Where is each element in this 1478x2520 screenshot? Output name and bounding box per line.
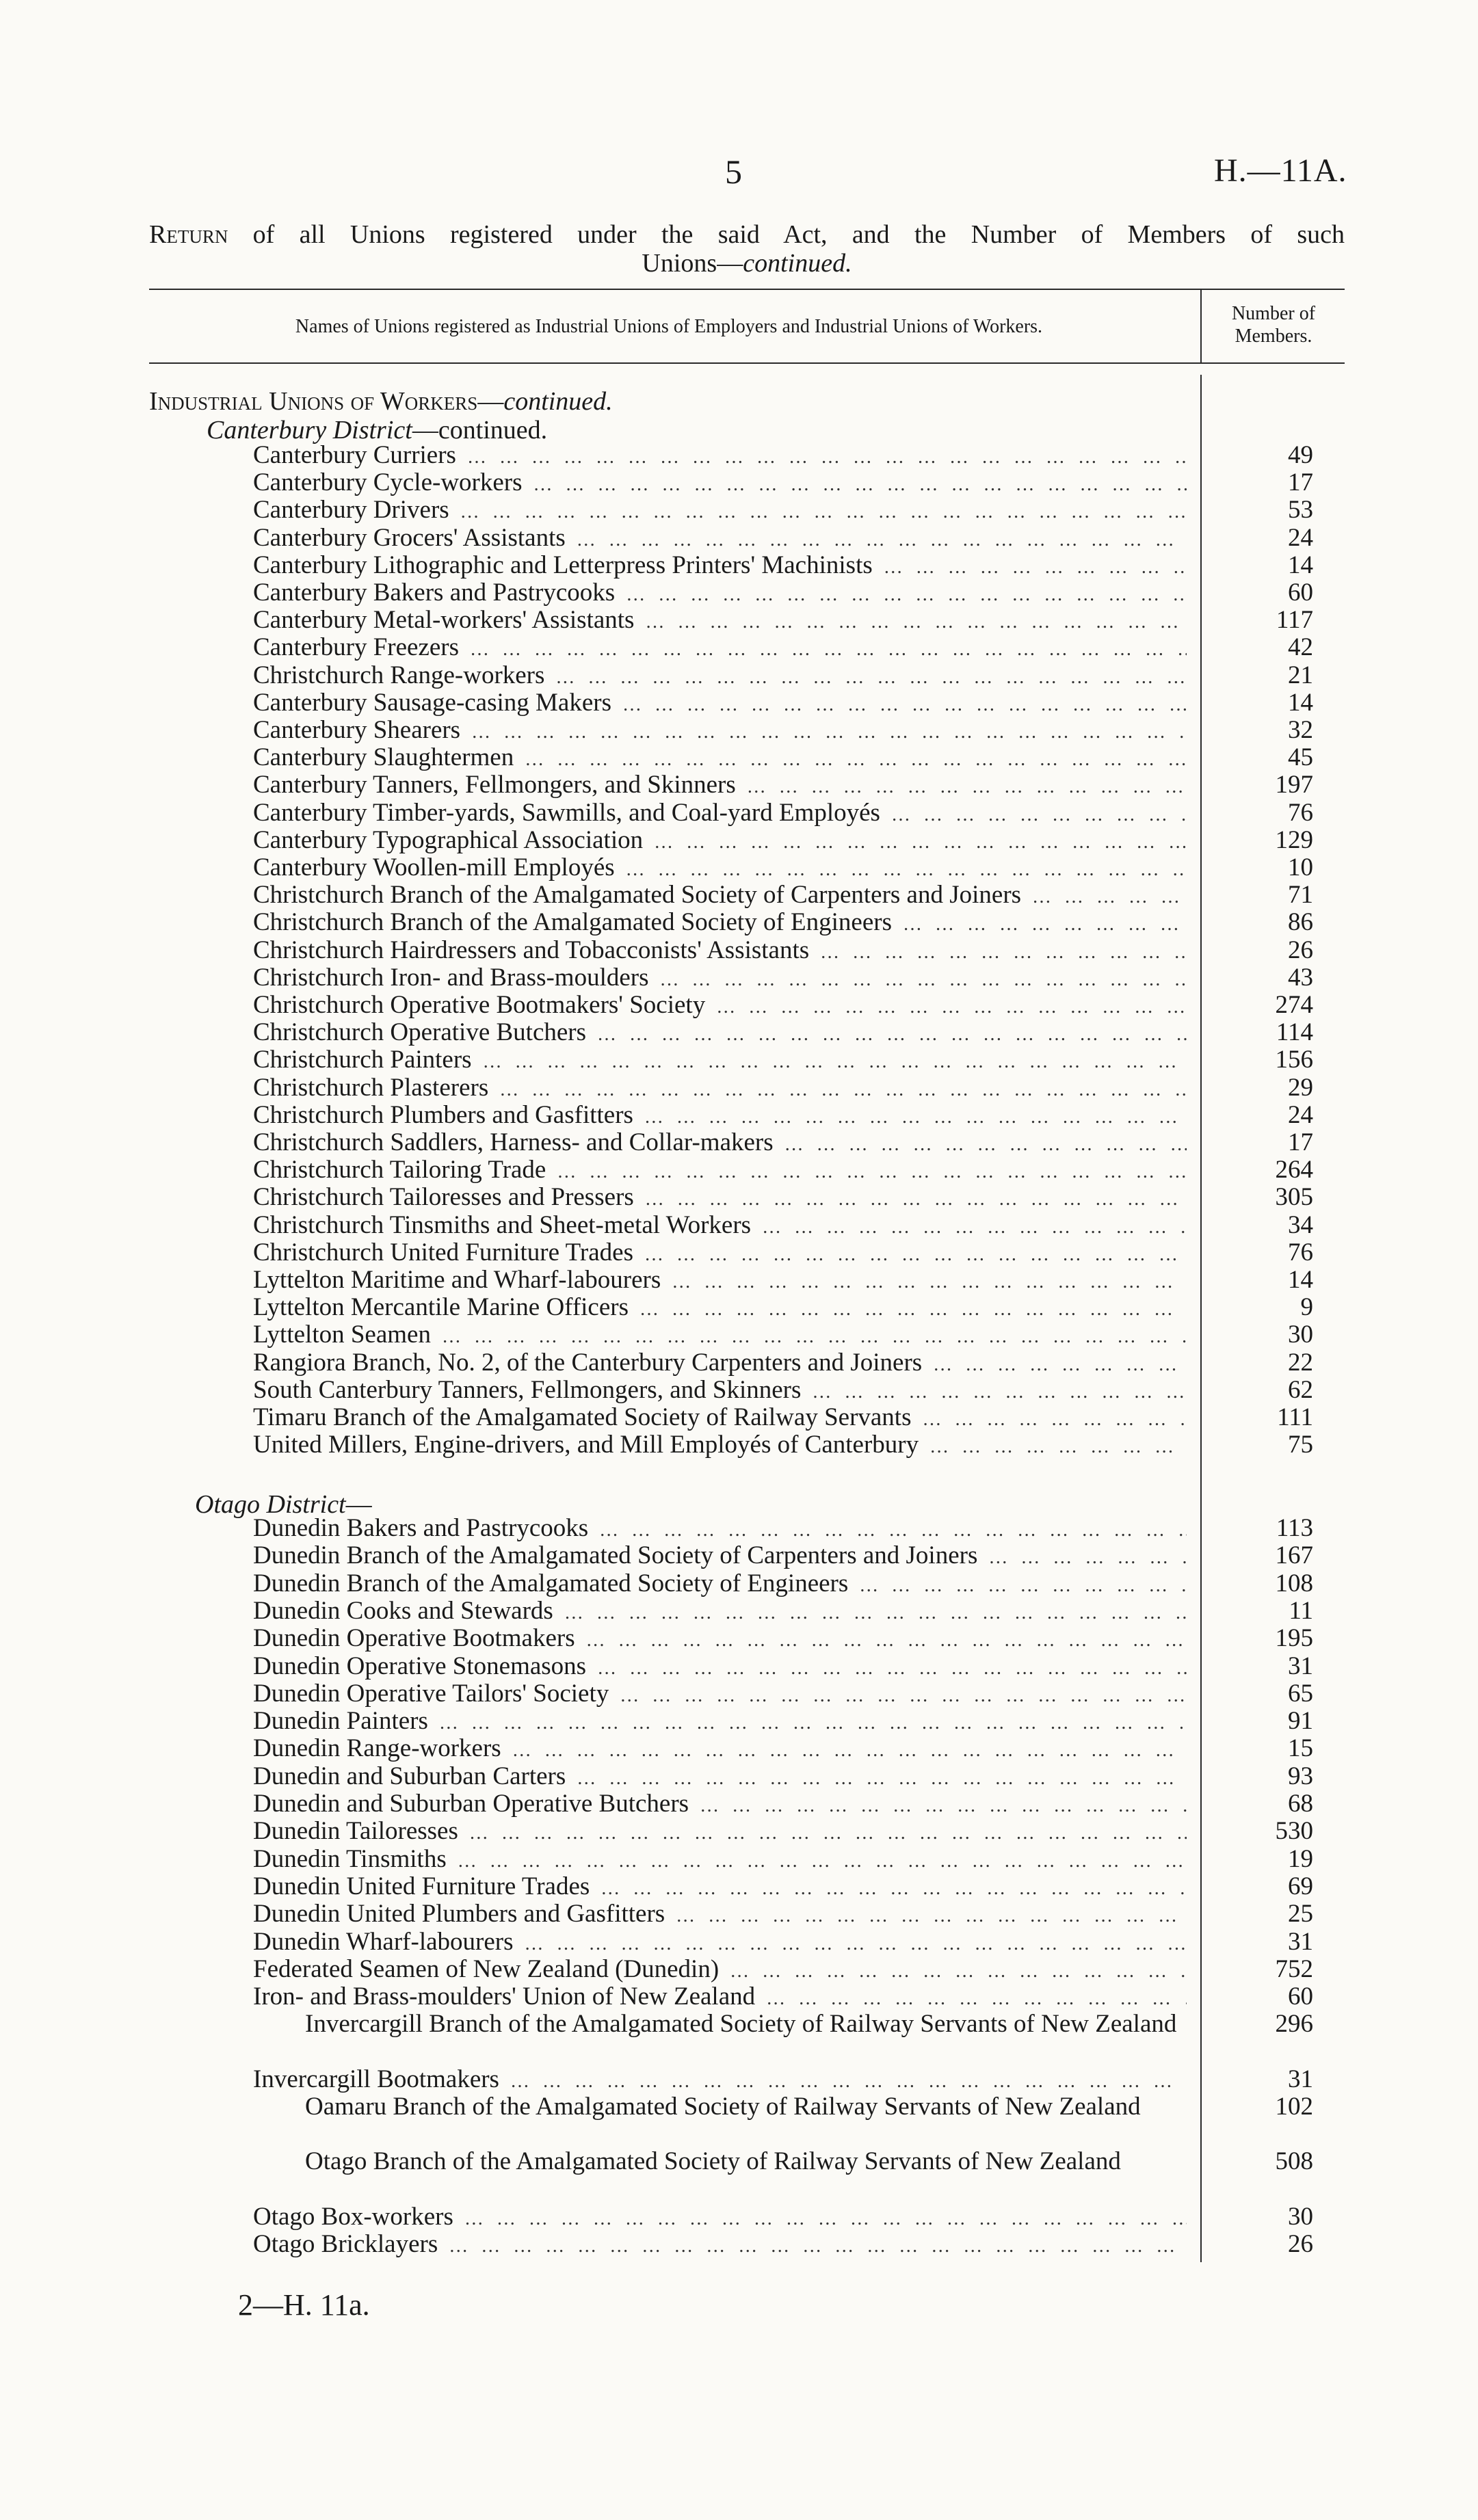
dot-leaders <box>499 2068 1187 2095</box>
dot-leaders <box>586 1655 1187 1682</box>
dot-leaders <box>586 1021 1187 1048</box>
member-count: 45 <box>1288 743 1313 772</box>
member-count: 508 <box>1275 2147 1313 2176</box>
member-count: 31 <box>1288 1927 1313 1956</box>
union-row <box>253 689 1187 719</box>
return-heading-lead: Return <box>149 220 228 249</box>
union-name: Christchurch Saddlers, Harness- and Collar-makers <box>253 1128 774 1156</box>
dot-leaders <box>472 1048 1187 1076</box>
union-row <box>253 552 1187 581</box>
dot-leaders <box>575 1627 1187 1654</box>
union-name: Christchurch Hairdressers and Tobacconists' Assistants <box>253 936 810 964</box>
dot-leaders <box>566 527 1187 554</box>
union-name: Canterbury Slaughtermen <box>253 743 514 772</box>
section-title-continued: continued. <box>503 387 613 416</box>
union-name: Dunedin United Plumbers and Gasfitters <box>253 1900 665 1928</box>
member-count: 75 <box>1288 1431 1313 1459</box>
union-name: South Canterbury Tanners, Fellmongers, and Skinners <box>253 1375 802 1404</box>
union-name: Dunedin Branch of the Amalgamated Society of Engineers <box>253 1569 849 1597</box>
union-row <box>253 1597 1187 1627</box>
member-count: 167 <box>1275 1541 1313 1570</box>
member-count: 9 <box>1300 1293 1313 1322</box>
member-count: 68 <box>1288 1790 1313 1818</box>
union-row <box>253 1129 1187 1158</box>
member-count: 102 <box>1275 2093 1313 2121</box>
union-row <box>253 1873 1187 1902</box>
union-row <box>253 799 1187 829</box>
union-name: Canterbury Woollen-mill Employés <box>253 853 615 881</box>
union-row <box>253 854 1187 884</box>
member-count: 10 <box>1288 853 1313 881</box>
member-count: 197 <box>1275 771 1313 799</box>
member-count: 69 <box>1288 1872 1313 1900</box>
union-row <box>253 1928 1187 1958</box>
member-count: 86 <box>1288 908 1313 937</box>
union-name: Canterbury Grocers' Assistants <box>253 523 566 552</box>
member-count: 22 <box>1288 1348 1313 1377</box>
dot-leaders <box>629 1296 1187 1323</box>
union-row <box>253 1708 1187 1737</box>
member-count: 60 <box>1288 579 1313 607</box>
dot-leaders <box>456 444 1187 471</box>
union-name: Christchurch Iron- and Brass-moulders <box>253 963 649 992</box>
member-count: 26 <box>1288 936 1313 964</box>
union-row <box>253 992 1187 1021</box>
dot-leaders <box>449 499 1187 526</box>
union-name: Canterbury Timber-yards, Sawmills, and Coal-yard Employés <box>253 798 880 827</box>
member-count: 62 <box>1288 1375 1313 1404</box>
union-row <box>253 1074 1187 1104</box>
union-name: Dunedin Operative Bootmakers <box>253 1624 575 1653</box>
union-row <box>253 2203 1187 2233</box>
canterbury-district-name: Canterbury District <box>207 416 412 445</box>
dot-leaders <box>459 636 1187 663</box>
dot-leaders <box>848 1572 1187 1600</box>
union-name: Christchurch Plasterers <box>253 1073 489 1102</box>
dot-leaders <box>719 1958 1187 1985</box>
union-row <box>253 1515 1187 1544</box>
union-row <box>253 2066 1187 2095</box>
canterbury-district-continued: —continued. <box>412 416 548 445</box>
member-count: 752 <box>1275 1954 1313 1983</box>
union-row <box>253 1404 1187 1433</box>
member-count: 117 <box>1276 606 1313 635</box>
dot-leaders <box>431 1323 1187 1351</box>
union-name: Dunedin and Suburban Carters <box>253 1762 566 1790</box>
dot-leaders <box>751 1214 1187 1241</box>
return-heading <box>149 220 1345 278</box>
member-count: 71 <box>1288 881 1313 910</box>
union-row <box>253 1156 1187 1186</box>
union-name: Christchurch Tailoring Trade <box>253 1156 546 1184</box>
member-count: 24 <box>1288 523 1313 552</box>
union-name: Canterbury Drivers <box>253 496 449 525</box>
member-count: 30 <box>1288 2202 1313 2231</box>
union-name: Christchurch Operative Bootmakers' Society <box>253 991 706 1019</box>
member-count: 91 <box>1288 1707 1313 1736</box>
union-name: Lyttelton Seamen <box>253 1321 431 1349</box>
member-count: 14 <box>1288 1266 1313 1294</box>
union-row <box>253 1956 1187 1985</box>
union-name: Canterbury Tanners, Fellmongers, and Skinners <box>253 771 736 799</box>
member-count: 305 <box>1275 1183 1313 1212</box>
union-name: Dunedin and Suburban Operative Butchers <box>253 1790 689 1818</box>
dot-leaders <box>438 2233 1187 2260</box>
dot-leaders <box>809 939 1187 966</box>
member-count: 76 <box>1288 1238 1313 1266</box>
dot-leaders <box>428 1710 1187 1737</box>
column-header-members <box>1205 302 1342 347</box>
member-count: 49 <box>1288 441 1313 469</box>
union-name: Christchurch Operative Butchers <box>253 1018 587 1047</box>
union-row <box>253 1846 1187 1875</box>
union-name: Dunedin Operative Stonemasons <box>253 1652 587 1680</box>
dot-leaders <box>633 1104 1187 1131</box>
dot-leaders <box>458 1820 1187 1847</box>
member-count: 129 <box>1275 825 1313 854</box>
union-name: Christchurch Painters <box>253 1046 472 1074</box>
footer-signature: 2—H. 11a. <box>238 2288 370 2322</box>
column-header-members-line1: Number of <box>1231 303 1316 324</box>
member-count: 111 <box>1277 1403 1313 1431</box>
member-count: 274 <box>1275 991 1313 1019</box>
dot-leaders <box>513 1931 1187 1958</box>
dot-leaders <box>453 2205 1187 2233</box>
union-row <box>253 1763 1187 1792</box>
union-row <box>253 1570 1187 1600</box>
return-heading-line2: Unions— <box>642 249 743 278</box>
member-count: 42 <box>1288 633 1313 662</box>
member-count: 43 <box>1288 963 1313 992</box>
union-name: Canterbury Typographical Association <box>253 825 644 854</box>
table-top-rule <box>149 289 1345 290</box>
member-count: 31 <box>1288 1652 1313 1680</box>
union-name: Christchurch Tailoresses and Pressers <box>253 1183 634 1212</box>
member-count: 60 <box>1288 1982 1313 2011</box>
return-heading-line1: of all Unions registered under the said Act, and the Number of Members of such <box>228 220 1345 249</box>
member-count: 34 <box>1288 1210 1313 1239</box>
member-count: 24 <box>1288 1100 1313 1129</box>
union-row <box>253 717 1187 746</box>
union-name: Otago Box-workers <box>253 2202 453 2231</box>
union-name: Dunedin Branch of the Amalgamated Society of Carpenters and Joiners <box>253 1541 978 1570</box>
union-row <box>253 2011 1239 2038</box>
union-name: Dunedin Wharf-labourers <box>253 1927 514 1956</box>
union-name: Canterbury Cycle-workers <box>253 468 523 497</box>
union-name: Dunedin Range-workers <box>253 1734 501 1763</box>
dot-leaders <box>873 554 1187 581</box>
union-row <box>253 881 1187 911</box>
union-row <box>253 2148 1239 2175</box>
union-name: Federated Seamen of New Zealand (Dunedin) <box>253 1954 720 1983</box>
dot-leaders <box>1021 884 1187 911</box>
member-count: 19 <box>1288 1844 1313 1873</box>
dot-leaders <box>566 1765 1187 1792</box>
union-name: Oamaru Branch of the Amalgamated Society of Railway Servants of New Zealand <box>305 2093 1141 2121</box>
union-name: Invercargill Bootmakers <box>253 2065 499 2093</box>
union-row <box>253 634 1187 663</box>
union-row <box>253 1349 1187 1379</box>
union-row <box>253 1019 1187 1048</box>
union-name: Rangiora Branch, No. 2, of the Canterbury Carpenters and Joiners <box>253 1348 923 1377</box>
dot-leaders <box>912 1406 1187 1433</box>
member-count: 25 <box>1288 1900 1313 1928</box>
union-row <box>253 827 1187 856</box>
union-name: Canterbury Lithographic and Letterpress Printers' Machinists <box>253 551 873 579</box>
union-row <box>253 525 1187 554</box>
union-name: Christchurch United Furniture Trades <box>253 1238 633 1266</box>
union-row <box>253 1046 1187 1076</box>
union-row <box>253 1212 1187 1241</box>
member-count: 32 <box>1288 716 1313 744</box>
union-row <box>253 2093 1239 2121</box>
dot-leaders <box>661 1269 1187 1296</box>
union-name: Dunedin Operative Tailors' Society <box>253 1679 609 1708</box>
body-column-divider <box>1200 375 1202 2262</box>
member-count: 65 <box>1288 1679 1313 1708</box>
union-name: Dunedin Tailoresses <box>253 1817 458 1846</box>
dot-leaders <box>590 1875 1187 1902</box>
dot-leaders <box>736 773 1187 801</box>
union-name: Lyttelton Maritime and Wharf-labourers <box>253 1266 661 1294</box>
union-name: Christchurch Plumbers and Gasfitters <box>253 1100 633 1129</box>
union-row <box>253 1818 1187 1847</box>
union-name: Iron- and Brass-moulders' Union of New Zealand <box>253 1982 756 2011</box>
dot-leaders <box>755 1985 1187 2013</box>
dot-leaders <box>634 1186 1187 1213</box>
dot-leaders <box>514 746 1187 773</box>
dot-leaders <box>919 1433 1187 1461</box>
dot-leaders <box>705 994 1187 1021</box>
union-row <box>253 1102 1187 1131</box>
member-count: 15 <box>1288 1734 1313 1763</box>
dot-leaders <box>801 1379 1187 1406</box>
union-row <box>253 662 1187 691</box>
return-heading-continued: continued. <box>743 249 852 278</box>
union-row <box>253 1790 1187 1820</box>
union-row <box>253 1653 1187 1682</box>
union-name: Christchurch Tinsmiths and Sheet-metal Workers <box>253 1210 752 1239</box>
dot-leaders <box>774 1131 1187 1158</box>
section-title <box>149 386 613 416</box>
union-name: Otago Bricklayers <box>253 2229 438 2258</box>
union-row <box>253 1983 1187 2013</box>
dot-leaders <box>588 1517 1187 1544</box>
union-name: Canterbury Sausage-casing Makers <box>253 688 611 717</box>
union-row <box>253 1431 1187 1461</box>
union-row <box>253 1900 1187 1930</box>
union-row <box>253 964 1187 994</box>
union-row <box>253 469 1187 499</box>
dot-leaders <box>689 1792 1187 1820</box>
union-name: Dunedin Tinsmiths <box>253 1844 447 1873</box>
union-row <box>253 1680 1187 1710</box>
union-row <box>253 1294 1187 1323</box>
dot-leaders <box>460 719 1187 746</box>
dot-leaders <box>977 1544 1187 1571</box>
member-count: 17 <box>1288 468 1313 497</box>
union-row <box>253 1239 1187 1269</box>
member-count: 530 <box>1275 1817 1313 1846</box>
member-count: 31 <box>1288 2065 1313 2093</box>
dot-leaders <box>665 1902 1187 1930</box>
member-count: 156 <box>1275 1046 1313 1074</box>
otago-district-name: Otago District <box>195 1490 346 1519</box>
member-count: 114 <box>1276 1018 1313 1047</box>
column-header-names: Names of Unions registered as Industrial Unions of Employers and Industrial Unions of Workers. <box>295 316 1043 337</box>
member-count: 53 <box>1288 496 1313 525</box>
member-count: 113 <box>1276 1514 1313 1542</box>
union-row <box>253 1321 1187 1351</box>
section-title-main: Industrial Unions of Workers— <box>149 387 504 416</box>
dot-leaders <box>634 609 1187 636</box>
union-name: Dunedin Cooks and Stewards <box>253 1596 553 1625</box>
union-name: Otago Branch of the Amalgamated Society of Railway Servants of New Zealand <box>305 2147 1121 2176</box>
member-count: 11 <box>1289 1596 1313 1625</box>
dot-leaders <box>892 911 1187 938</box>
union-name: Canterbury Shearers <box>253 716 461 744</box>
union-row <box>253 579 1187 609</box>
member-count: 30 <box>1288 1321 1313 1349</box>
union-row <box>253 496 1187 526</box>
member-count: 14 <box>1288 551 1313 579</box>
union-row <box>253 442 1187 471</box>
union-name: Canterbury Bakers and Pastrycooks <box>253 579 616 607</box>
page-number: 5 <box>725 152 742 191</box>
union-row <box>253 1184 1187 1213</box>
union-row <box>253 1625 1187 1654</box>
union-name: Timaru Branch of the Amalgamated Society of Railway Servants <box>253 1403 912 1431</box>
union-name: United Millers, Engine-drivers, and Mill Employés of Canterbury <box>253 1431 919 1459</box>
union-row <box>253 2231 1187 2260</box>
union-name: Dunedin Bakers and Pastrycooks <box>253 1514 589 1542</box>
union-name: Canterbury Freezers <box>253 633 460 662</box>
union-row <box>253 909 1187 938</box>
union-name: Christchurch Range-workers <box>253 661 545 689</box>
dot-leaders <box>523 471 1187 499</box>
union-name: Lyttelton Mercantile Marine Officers <box>253 1293 629 1322</box>
document-reference: H.—11A. <box>1214 152 1347 189</box>
member-count: 14 <box>1288 688 1313 717</box>
column-header-members-line2: Members. <box>1235 326 1312 347</box>
dot-leaders <box>544 664 1187 691</box>
dot-leaders <box>633 1241 1187 1269</box>
union-name: Invercargill Branch of the Amalgamated Society of Railway Servants of New Zealand <box>305 2010 1177 2039</box>
union-name: Dunedin Painters <box>253 1707 428 1736</box>
dot-leaders <box>880 801 1187 829</box>
dot-leaders <box>922 1351 1187 1379</box>
dot-leaders <box>615 581 1187 609</box>
union-row <box>253 771 1187 801</box>
dot-leaders <box>611 691 1187 719</box>
union-row <box>253 1377 1187 1406</box>
member-count: 264 <box>1275 1156 1313 1184</box>
dot-leaders <box>643 829 1187 856</box>
union-name: Dunedin United Furniture Trades <box>253 1872 590 1900</box>
member-count: 26 <box>1288 2229 1313 2258</box>
member-count: 76 <box>1288 798 1313 827</box>
dot-leaders <box>447 1848 1187 1875</box>
union-row <box>253 744 1187 773</box>
dot-leaders <box>615 856 1187 884</box>
union-row <box>253 937 1187 966</box>
dot-leaders <box>649 966 1187 994</box>
header-column-divider <box>1200 290 1202 364</box>
union-row <box>253 1542 1187 1571</box>
dot-leaders <box>553 1600 1187 1627</box>
member-count: 296 <box>1275 2010 1313 2039</box>
dot-leaders <box>488 1076 1187 1104</box>
union-row <box>253 607 1187 636</box>
member-count: 21 <box>1288 661 1313 689</box>
dot-leaders <box>546 1158 1187 1186</box>
dot-leaders <box>609 1682 1187 1710</box>
member-count: 93 <box>1288 1762 1313 1790</box>
union-name: Christchurch Branch of the Amalgamated Society of Carpenters and Joiners <box>253 881 1022 910</box>
header-bottom-rule <box>149 362 1345 364</box>
union-name: Canterbury Curriers <box>253 441 456 469</box>
dot-leaders <box>501 1737 1187 1764</box>
member-count: 17 <box>1288 1128 1313 1156</box>
member-count: 195 <box>1275 1624 1313 1653</box>
union-row <box>253 1266 1187 1296</box>
union-row <box>253 1735 1187 1764</box>
union-name: Canterbury Metal-workers' Assistants <box>253 606 635 635</box>
member-count: 29 <box>1288 1073 1313 1102</box>
otago-district-dash: — <box>345 1490 372 1519</box>
member-count: 108 <box>1275 1569 1313 1597</box>
union-name: Christchurch Branch of the Amalgamated Society of Engineers <box>253 908 892 937</box>
